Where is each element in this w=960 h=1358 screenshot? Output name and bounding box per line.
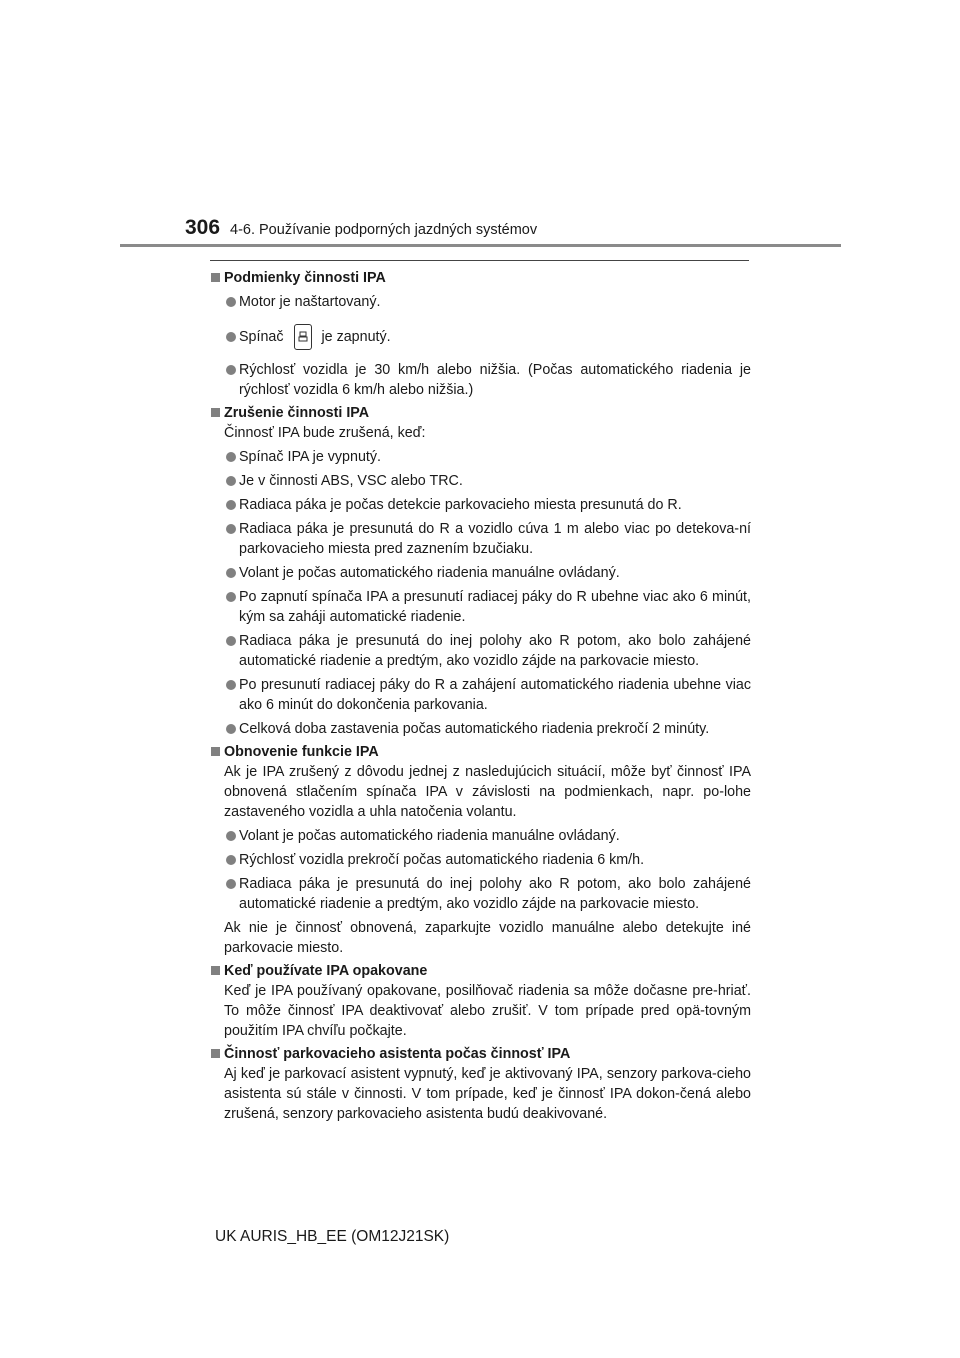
list-item: Je v činnosti ABS, VSC alebo TRC. <box>211 471 751 491</box>
round-bullet-icon <box>226 452 236 462</box>
section-heading: Obnovenie funkcie IPA <box>211 742 751 762</box>
list-item: Radiaca páka je presunutá do R a vozidlo cúva 1 m alebo viac po detekova-ní parkovacieho miesta pred zaznením bzučiaku. <box>211 519 751 559</box>
list-item: Radiaca páka je počas detekcie parkovacieho miesta presunutá do R. <box>211 495 751 515</box>
page-content <box>211 266 751 1124</box>
round-bullet-icon <box>226 724 236 734</box>
list-item: Volant je počas automatického riadenia manuálne ovládaný. <box>211 826 751 846</box>
round-bullet-icon <box>226 476 236 486</box>
round-bullet-icon <box>226 332 236 342</box>
section-outro: Ak nie je činnosť obnovená, zaparkujte vozidlo manuálne alebo detekujte iné parkovacie miesto. <box>224 920 751 956</box>
page-number: 306 <box>185 216 221 239</box>
list-item: Po presunutí radiacej páky do R a zahájení automatického riadenia ubehne viac ako 6 minút do dokončenia parkovania. <box>211 675 751 715</box>
round-bullet-icon <box>226 879 236 889</box>
section-heading: Keď používate IPA opakovane <box>211 961 751 981</box>
list-item: Rýchlosť vozidla je 30 km/h alebo nižšia. (Počas automatického riadenia je rýchlosť vozidla 6 km/h alebo nižšia.) <box>211 360 751 400</box>
list-item: Celková doba zastavenia počas automatického riadenia prekročí 2 minúty. <box>211 719 751 739</box>
square-bullet-icon <box>211 966 220 975</box>
section-intro: Činnosť IPA bude zrušená, keď: <box>224 425 426 441</box>
square-bullet-icon <box>211 273 220 282</box>
round-bullet-icon <box>226 500 236 510</box>
square-bullet-icon <box>211 1049 220 1058</box>
list-item: Volant je počas automatického riadenia manuálne ovládaný. <box>211 563 751 583</box>
round-bullet-icon <box>226 297 236 307</box>
section-intro: Ak je IPA zrušený z dôvodu jednej z nasledujúcich situácií, môže byť činnosť IPA obnovená stlačením spínača IPA v závislosti na podmienkach, napr. po-lohe zastaveného vozidla a uhla natočenia volantu. <box>224 764 751 820</box>
chapter-title: 4-6. Používanie podporných jazdných systémov <box>230 222 538 238</box>
header-rule <box>120 244 841 247</box>
list-item: Po zapnutí spínača IPA a presunutí radiacej páky do R ubehne viac ako 6 minút, kým sa zaháji automatické riadenie. <box>211 587 751 627</box>
round-bullet-icon <box>226 831 236 841</box>
round-bullet-icon <box>226 365 236 375</box>
section-heading: Zrušenie činnosti IPA <box>211 403 751 423</box>
round-bullet-icon <box>226 680 236 690</box>
round-bullet-icon <box>226 524 236 534</box>
section-intro: Aj keď je parkovací asistent vypnutý, keď je aktivovaný IPA, senzory parkova-cieho asistenta sú stále v činnosti. V tom prípade, keď je činnosť IPA dokon-čená alebo zrušená, senzory parkovacieho asistenta budú deakivované. <box>224 1066 751 1122</box>
square-bullet-icon <box>211 408 220 417</box>
round-bullet-icon <box>226 568 236 578</box>
section-heading: Činnosť parkovacieho asistenta počas činnosť IPA <box>211 1044 751 1064</box>
section-heading: Podmienky činnosti IPA <box>211 268 751 288</box>
list-item: Rýchlosť vozidla prekročí počas automatického riadenia 6 km/h. <box>211 850 751 870</box>
ipa-switch-icon <box>294 324 312 350</box>
round-bullet-icon <box>226 636 236 646</box>
document-footer: UK AURIS_HB_EE (OM12J21SK) <box>215 1228 450 1245</box>
list-item: Motor je naštartovaný. <box>211 292 751 312</box>
list-item: Spínač IPA je vypnutý. <box>211 447 751 467</box>
section-intro: Keď je IPA používaný opakovane, posilňovač riadenia sa môže dočasne pre-hriať. To môže činnosť IPA deaktivovať alebo zrušiť. V tom prípade pred opä-tovným použitím IPA chvíľu počkajte. <box>224 983 751 1039</box>
round-bullet-icon <box>226 592 236 602</box>
section-rule <box>210 260 749 261</box>
ipa-car-icon <box>297 331 309 343</box>
list-item: Spínač je zapnutý. <box>211 324 751 350</box>
list-item: Radiaca páka je presunutá do inej polohy ako R potom, ako bolo zahájené automatické riadenie a predtým, ako vozidlo zájde na parkovacie miesto. <box>211 631 751 671</box>
square-bullet-icon <box>211 747 220 756</box>
round-bullet-icon <box>226 855 236 865</box>
list-item: Radiaca páka je presunutá do inej polohy ako R potom, ako bolo zahájené automatické riadenie a predtým, ako vozidlo zájde na parkovacie miesto. <box>211 874 751 914</box>
